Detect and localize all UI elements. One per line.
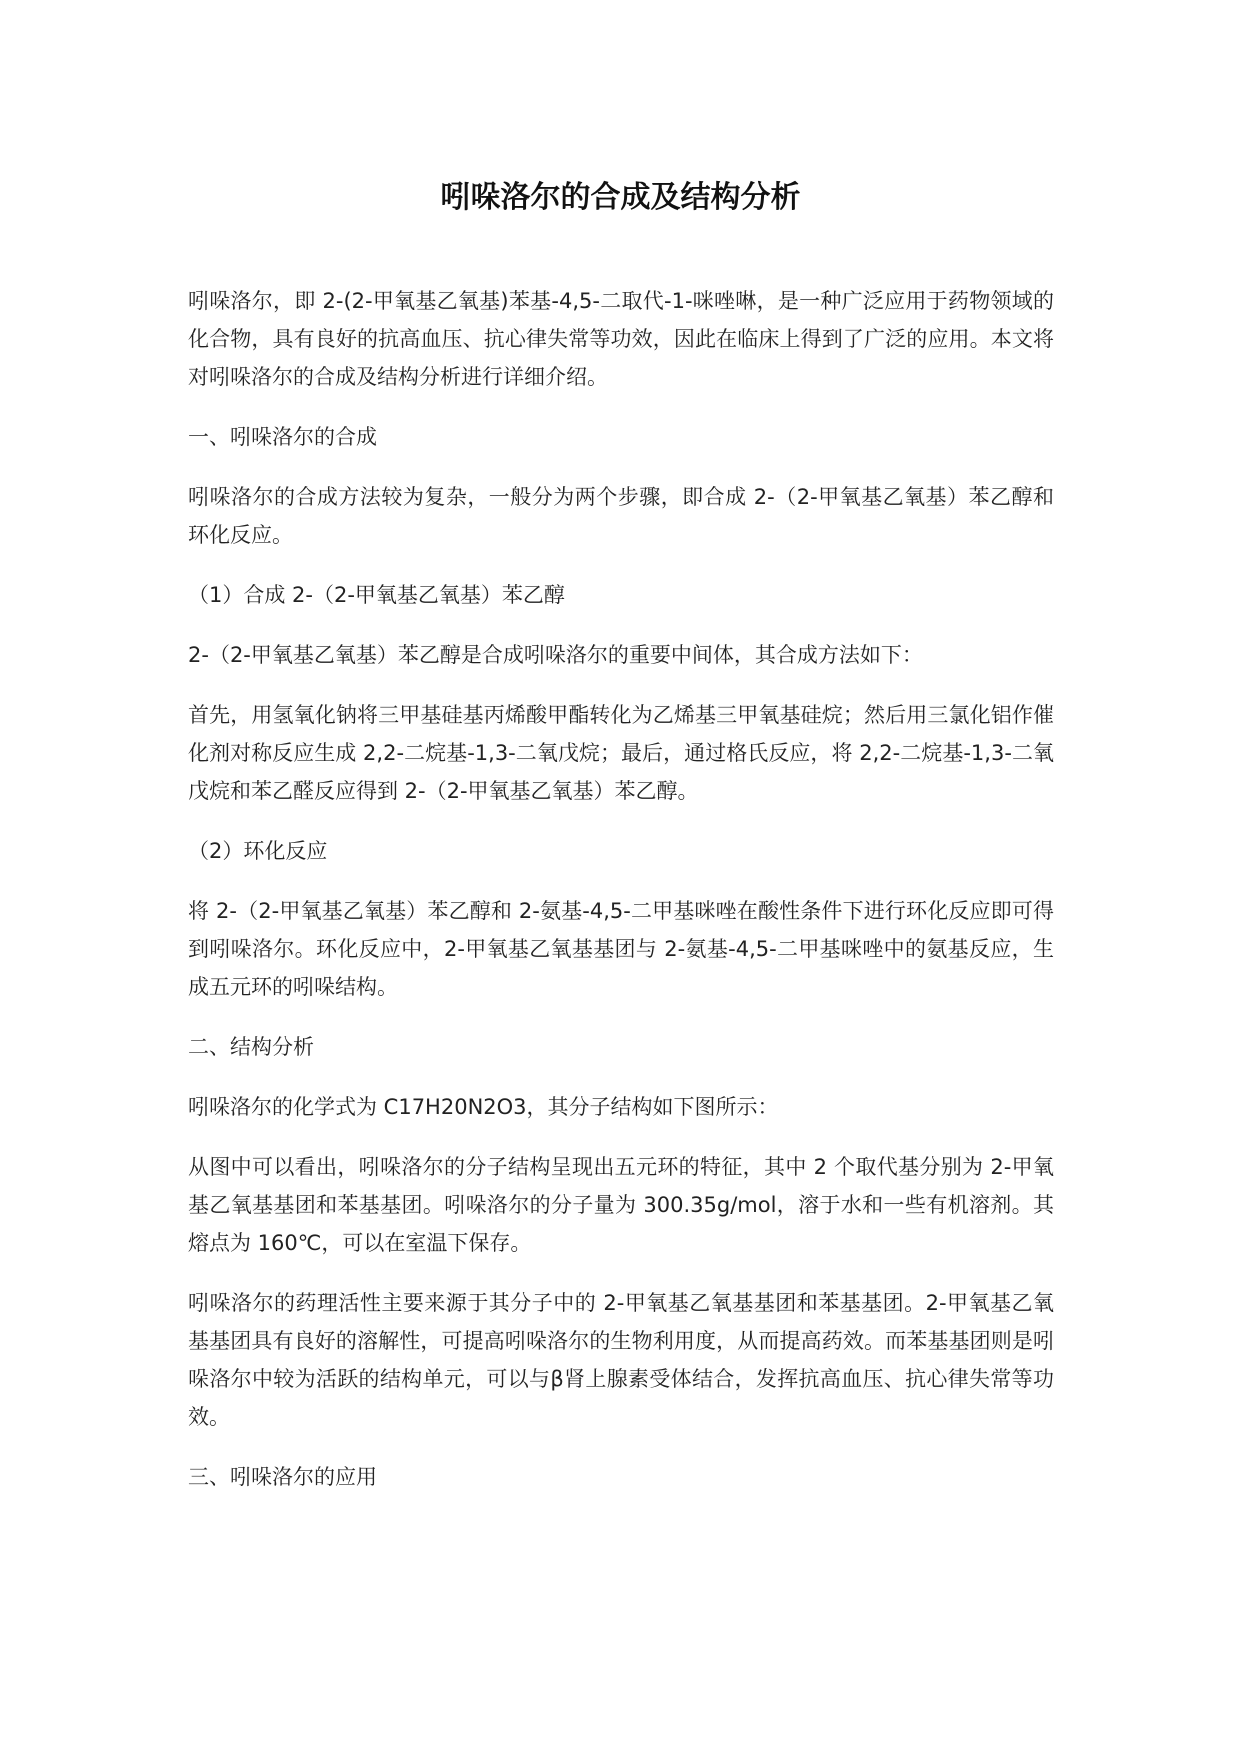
cyclization-paragraph: 将 2-（2-甲氧基乙氧基）苯乙醇和 2-氨基-4,5-二甲基咪唑在酸性条件下进行环化反应即可得到吲哚洛尔。环化反应中，2-甲氧基乙氧基基团与 2-氨基-4,5-二甲基咪唑中的氨基反应，生成五元环的吲哚结构。 — [188, 899, 1054, 999]
step1-method-paragraph: 首先，用氢氧化钠将三甲基硅基丙烯酸甲酯转化为乙烯基三甲氧基硅烷；然后用三氯化铝作催化剂对称反应生成 2,2-二烷基-1,3-二氧戊烷；最后，通过格氏反应，将 2,2-二烷基-1,3-二氧戊烷和苯乙醛反应得到 2-（2-甲氧基乙氧基）苯乙醇。 — [188, 703, 1054, 803]
intro-paragraph: 吲哚洛尔，即 2-(2-甲氧基乙氧基)苯基-4,5-二取代-1-咪唑啉，是一种广泛应用于药物领域的化合物，具有良好的抗高血压、抗心律失常等功效，因此在临床上得到了广泛的应用。本文将对吲哚洛尔的合成及结构分析进行详细介绍。 — [188, 289, 1054, 389]
formula-paragraph: 吲哚洛尔的化学式为 C17H20N2O3，其分子结构如下图所示： — [188, 1095, 779, 1119]
section-heading-applications: 三、吲哚洛尔的应用 — [188, 1465, 377, 1489]
document-body — [188, 282, 1054, 1518]
structure-features-paragraph: 从图中可以看出，吲哚洛尔的分子结构呈现出五元环的特征，其中 2 个取代基分别为 2-甲氧基乙氧基基团和苯基基团。吲哚洛尔的分子量为 300.35g/mol，溶于水和一些有机溶剂。其熔点为 160℃，可以在室温下保存。 — [188, 1155, 1054, 1255]
subsection-heading-step1: （1）合成 2-（2-甲氧基乙氧基）苯乙醇 — [188, 583, 565, 607]
document-title: 吲哚洛尔的合成及结构分析 — [440, 180, 801, 215]
section-heading-structure: 二、结构分析 — [188, 1035, 314, 1059]
section-heading-synthesis: 一、吲哚洛尔的合成 — [188, 425, 377, 449]
synthesis-overview-paragraph: 吲哚洛尔的合成方法较为复杂，一般分为两个步骤，即合成 2-（2-甲氧基乙氧基）苯乙醇和环化反应。 — [188, 485, 1054, 547]
pharmacology-paragraph: 吲哚洛尔的药理活性主要来源于其分子中的 2-甲氧基乙氧基基团和苯基基团。2-甲氧基乙氧基基团具有良好的溶解性，可提高吲哚洛尔的生物利用度，从而提高药效。而苯基基团则是吲哚洛尔中较为活跃的结构单元，可以与β肾上腺素受体结合，发挥抗高血压、抗心律失常等功效。 — [188, 1291, 1054, 1429]
intermediate-paragraph: 2-（2-甲氧基乙氧基）苯乙醇是合成吲哚洛尔的重要中间体，其合成方法如下： — [188, 643, 923, 667]
subsection-heading-step2: （2）环化反应 — [188, 839, 328, 863]
